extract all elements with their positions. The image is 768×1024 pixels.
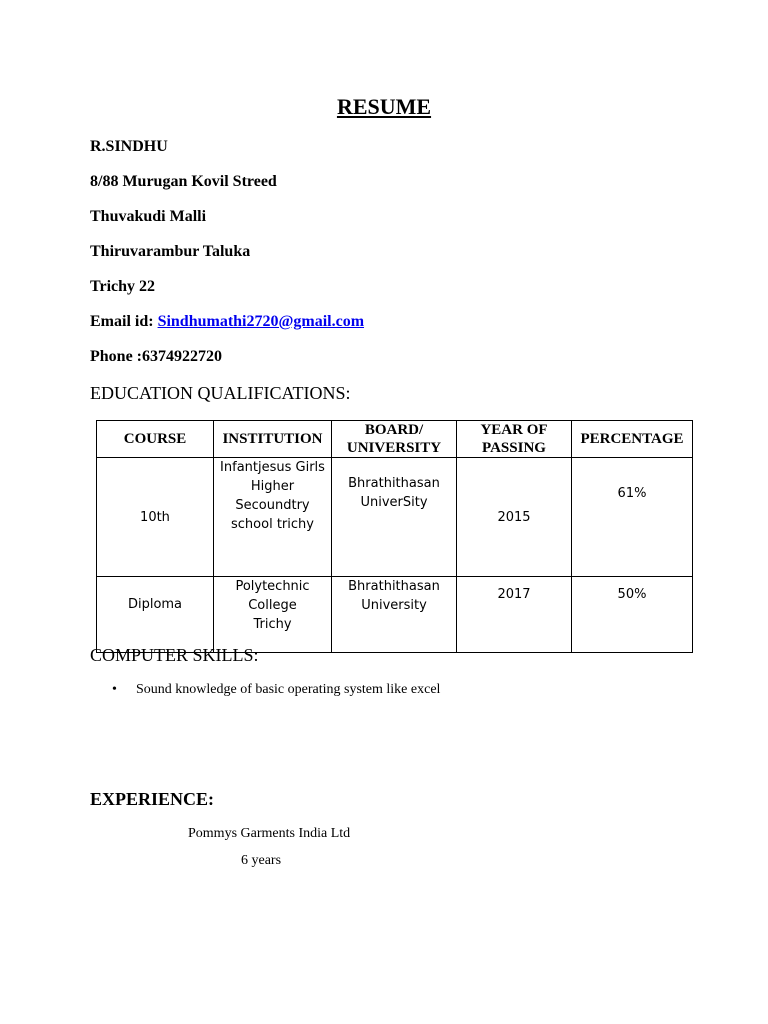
candidate-name: R.SINDHU xyxy=(90,138,168,155)
email-link[interactable]: Sindhumathi2720@gmail.com xyxy=(157,313,365,330)
table-row xyxy=(97,458,693,577)
experience-duration: 6 years xyxy=(241,853,282,868)
email-line xyxy=(90,313,364,331)
cell-percentage: 61% xyxy=(572,458,693,577)
page-title: RESUME xyxy=(336,94,432,119)
cell-institution: Infantjesus Girls Higher Secoundtry school trichy xyxy=(214,458,332,577)
skills-heading-text: COMPUTER SKILLS xyxy=(90,645,254,665)
cell-board-university: Bhrathithasan University xyxy=(332,577,457,653)
column-header-percentage: PERCENTAGE xyxy=(572,421,693,458)
column-header-course: COURSE xyxy=(97,421,214,458)
cell-course: Diploma xyxy=(97,577,214,653)
column-header-board-university: BOARD/ UNIVERSITY xyxy=(332,421,457,458)
cell-course: 10th xyxy=(97,458,214,577)
skills-heading-colon: : xyxy=(253,645,259,665)
phone-line: Phone :6374922720 xyxy=(90,348,222,365)
cell-board-university: Bhrathithasan UniverSity xyxy=(332,458,457,577)
experience-company: Pommys Garments India Ltd xyxy=(188,826,351,841)
address-line-1: 8/88 Murugan Kovil Streed xyxy=(90,173,277,190)
cell-year: 2017 xyxy=(457,577,572,653)
column-header-institution: INSTITUTION xyxy=(214,421,332,458)
skills-heading xyxy=(90,645,259,666)
address-line-2: Thuvakudi Malli xyxy=(90,208,207,225)
education-heading: EDUCATION QUALIFICATIONS: xyxy=(90,383,351,403)
skill-item: Sound knowledge of basic operating system like excel xyxy=(136,682,441,697)
column-header-year-of-passing: YEAR OF PASSING xyxy=(457,421,572,458)
address-line-4: Trichy 22 xyxy=(90,278,156,295)
email-label: Email id: xyxy=(90,313,158,330)
education-table xyxy=(96,420,693,653)
table-header-row xyxy=(97,421,693,458)
table-row xyxy=(97,577,693,653)
address-line-3: Thiruvarambur Taluka xyxy=(90,243,251,260)
cell-institution: Polytechnic College Trichy xyxy=(214,577,332,653)
cell-year: 2015 xyxy=(457,458,572,577)
cell-percentage: 50% xyxy=(572,577,693,653)
bullet-icon: • xyxy=(112,682,117,697)
experience-heading: EXPERIENCE: xyxy=(90,789,215,809)
